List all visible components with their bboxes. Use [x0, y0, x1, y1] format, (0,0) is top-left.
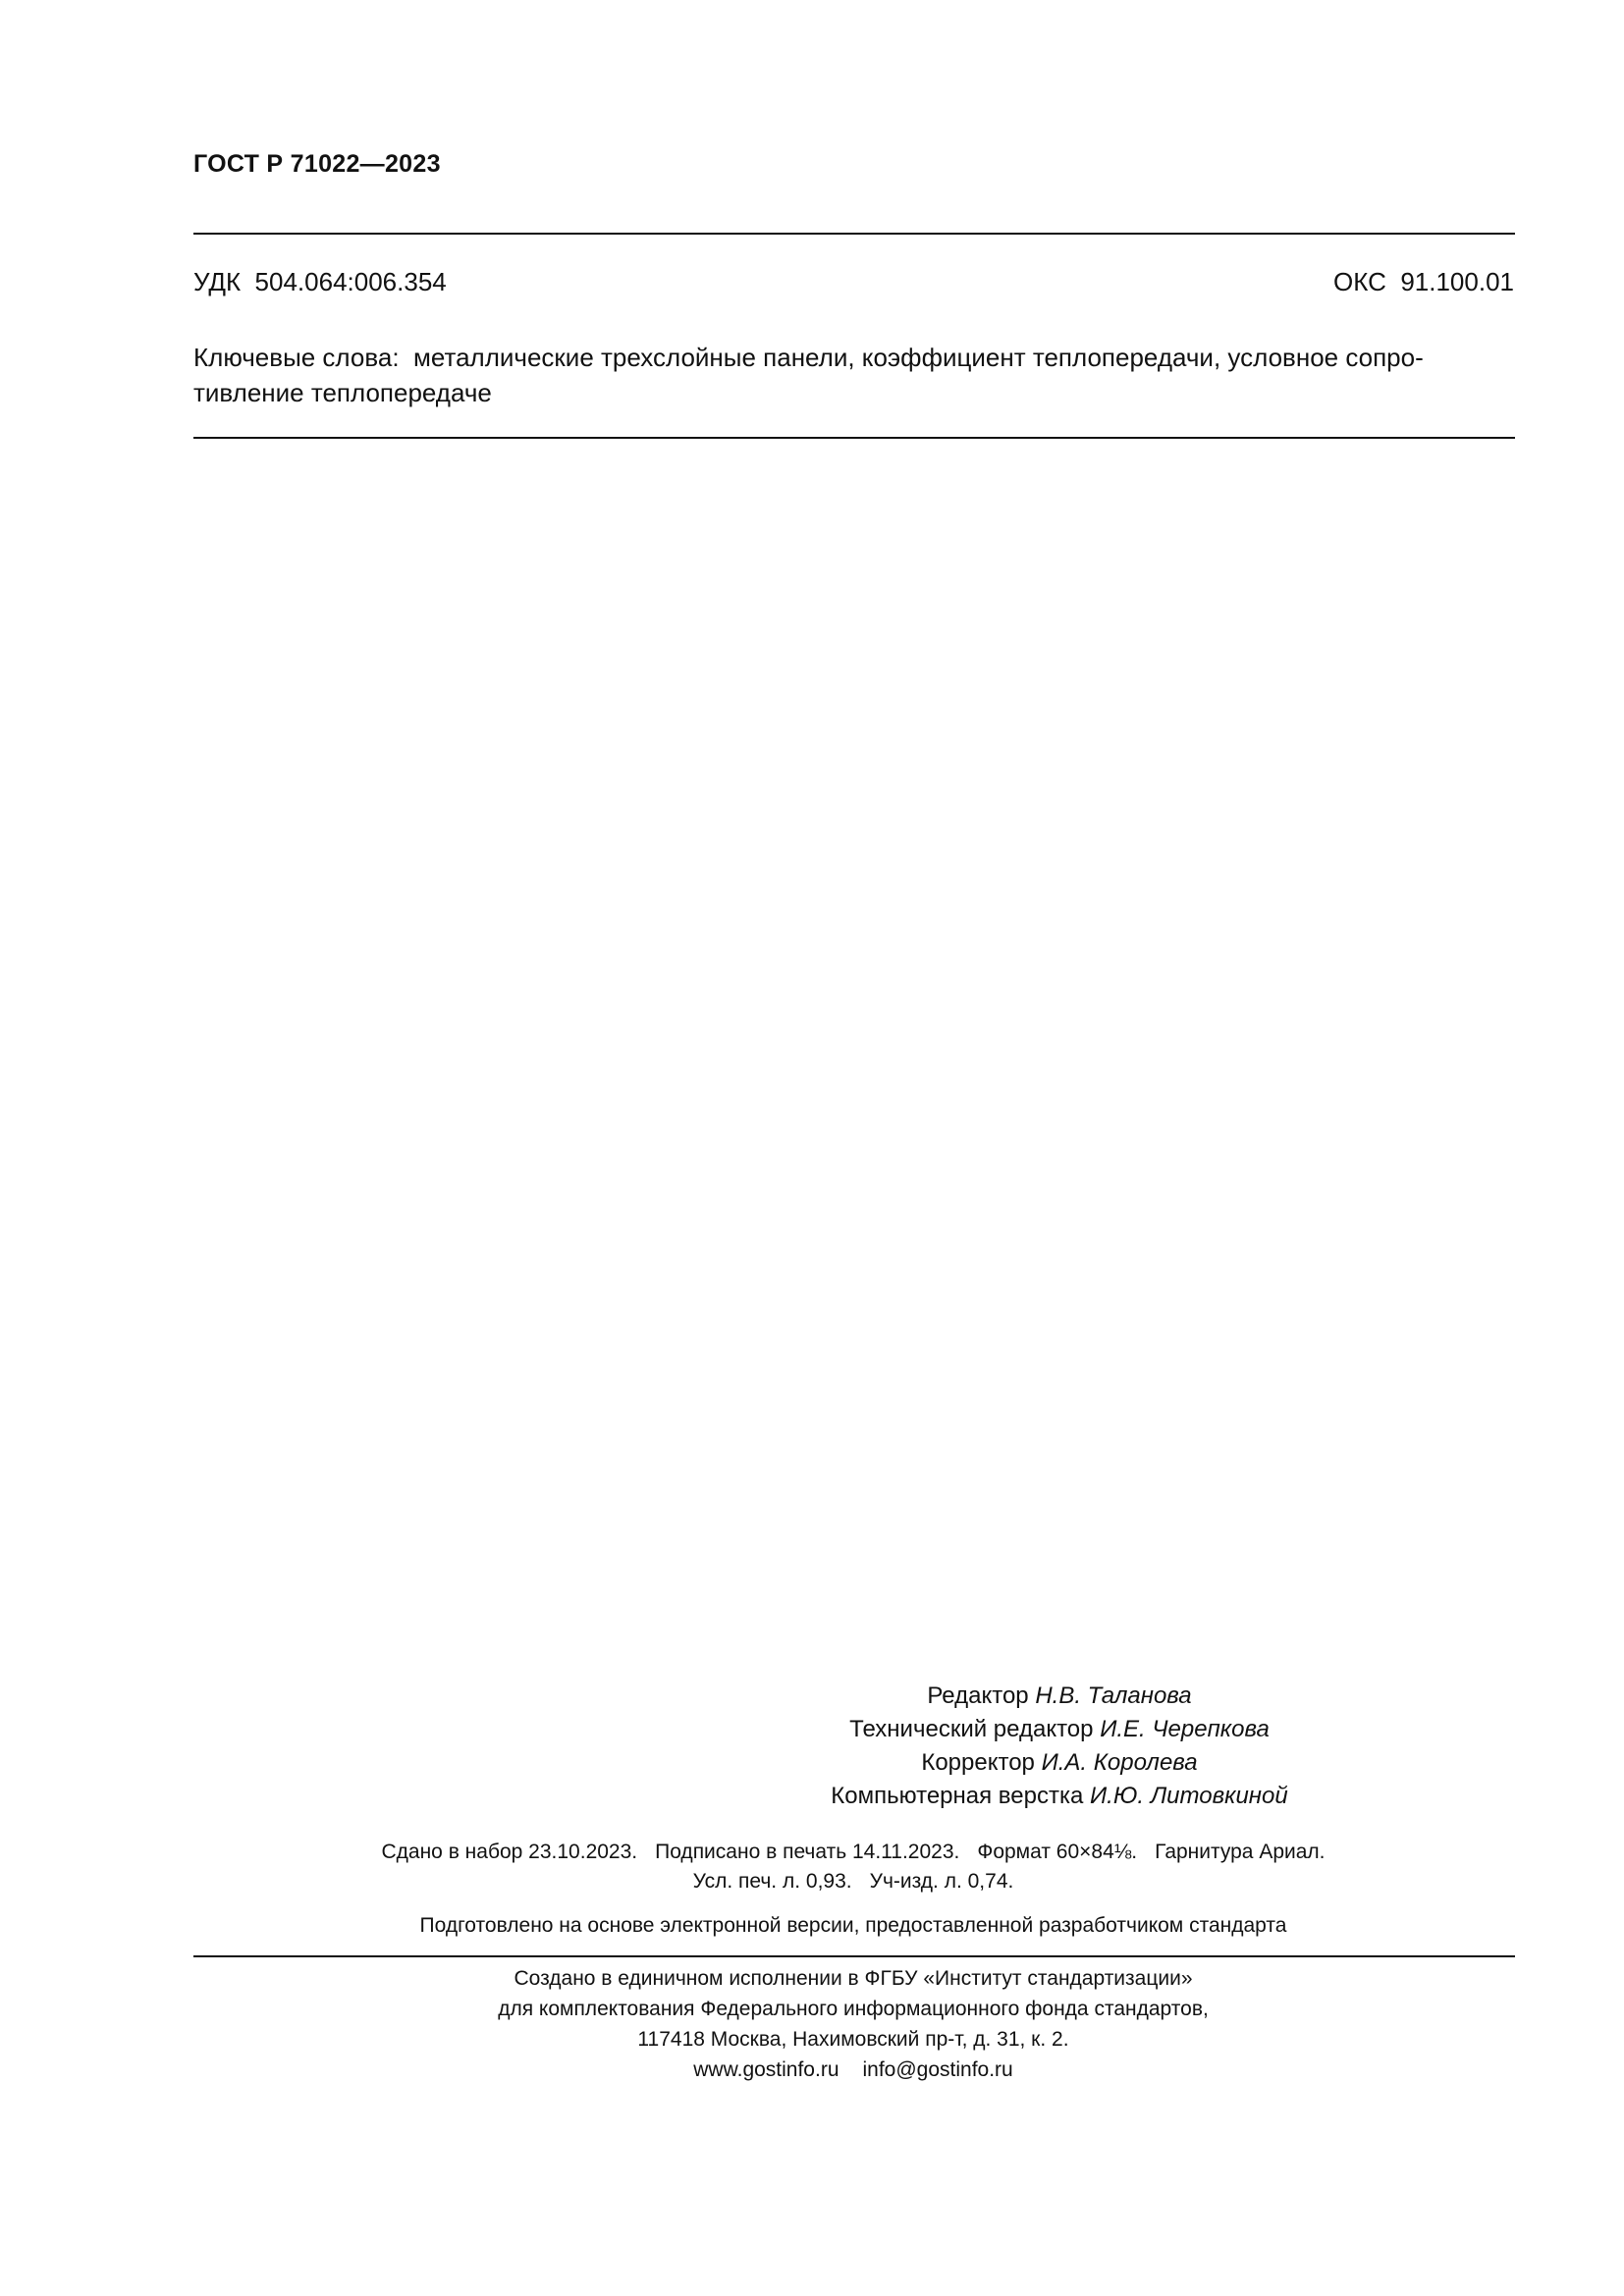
publisher-contacts	[41, 2055, 1624, 2085]
bottom-divider	[193, 1955, 1515, 1957]
publisher-line-2: для комплектования Федерального информационного фонда стандартов,	[498, 1998, 1209, 2020]
credit-name: И.Е. Черепкова	[1100, 1716, 1270, 1742]
oks-code: ОКС 91.100.01	[1333, 267, 1514, 296]
keywords-line-1: Ключевые слова: металлические трехслойные панели, коэффициент теплопередачи, условное сопро-	[193, 343, 1424, 372]
keywords-line-2: тивление теплопередаче	[193, 378, 492, 407]
credit-role: Технический редактор	[849, 1716, 1094, 1742]
print-info-line-2	[41, 1867, 1624, 1896]
credit-role: Компьютерная верстка	[831, 1783, 1084, 1809]
email-link[interactable]: info@gostinfo.ru	[862, 2058, 1013, 2081]
credit-layout	[247, 1780, 1624, 1813]
credits-block	[247, 1680, 1624, 1813]
printed-sheets: Усл. печ. л. 0,93.	[692, 1870, 852, 1893]
keywords-divider	[193, 437, 1515, 439]
udk-code: УДК 504.064:006.354	[193, 267, 447, 296]
publisher-address: 117418 Москва, Нахимовский пр-т, д. 31, к. 2.	[637, 2028, 1069, 2051]
credit-name: И.Ю. Литовкиной	[1090, 1783, 1288, 1809]
credit-name: И.А. Королева	[1041, 1749, 1198, 1776]
publishing-sheets: Уч-изд. л. 0,74.	[869, 1870, 1014, 1893]
signed-date: Подписано в печать 14.11.2023.	[655, 1841, 960, 1863]
typeset-date: Сдано в набор 23.10.2023.	[381, 1841, 638, 1863]
credit-role: Корректор	[921, 1749, 1035, 1776]
document-designation: ГОСТ Р 71022—2023	[193, 150, 441, 178]
credit-name: Н.В. Таланова	[1035, 1682, 1192, 1709]
print-info-line-1	[41, 1838, 1624, 1867]
paper-format: Формат 60×84⅛.	[977, 1841, 1138, 1863]
website-link[interactable]: www.gostinfo.ru	[693, 2058, 839, 2081]
credit-role: Редактор	[927, 1682, 1029, 1709]
credit-proofreader	[247, 1746, 1624, 1780]
typeface: Гарнитура Ариал.	[1155, 1841, 1326, 1863]
publisher-line-1: Создано в единичном исполнении в ФГБУ «Институт стандартизации»	[514, 1967, 1193, 1990]
credit-editor	[247, 1680, 1624, 1713]
prepared-note: Подготовлено на основе электронной версии, предоставленной разработчиком стандарта	[419, 1914, 1287, 1937]
publisher-block	[41, 1963, 1624, 2085]
credit-tech-editor	[247, 1713, 1624, 1746]
keywords	[193, 340, 1515, 410]
print-info	[41, 1838, 1624, 1896]
top-divider	[193, 233, 1515, 235]
